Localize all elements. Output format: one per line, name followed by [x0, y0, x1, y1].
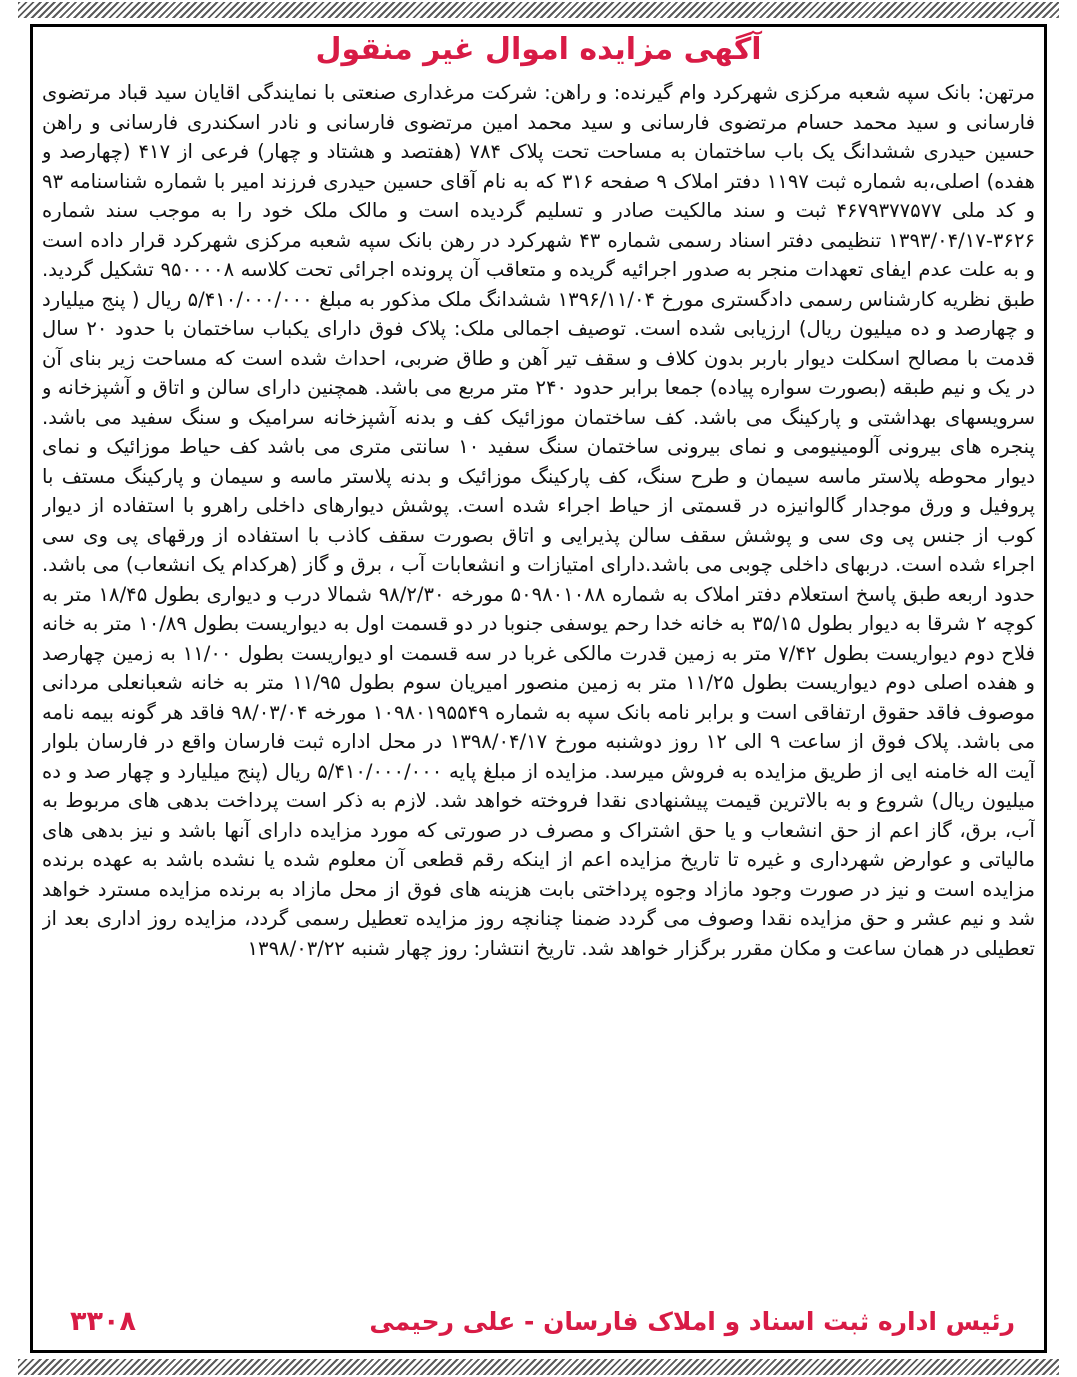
bottom-hatch-border — [18, 1359, 1059, 1375]
notice-footer — [42, 1300, 1035, 1344]
notice-paragraph-main: مرتهن: بانک سپه شعبه مرکزی شهرکرد وام گیرنده: و راهن: شرکت مرغداری صنعتی با نمایندگی اقایان سید قباد مرتضوی فارسانی و سید محمد حسام مرتضوی فارسانی و سید محمد امین مرتضوی فارسانی و نادر اسکندری فارسانی و راهن حسین حیدری ششدانگ یک باب ساختمان به مساحت تحت پلاک ۷۸۴ (هفتصد و هشتاد و چهار) فرعی از ۴۱۷ (چهارصد و هفده) اصلی،به شماره ثبت ۱۱۹۷ دفتر املاک ۹ صفحه ۳۱۶ که به نام آقای حسین حیدری فرزند امیر با شماره شناسنامه ۹۳ و کد ملی ۴۶۷۹۳۷۷۵۷۷ ثبت و سند مالکیت صادر و تسلیم گردیده است و مالک ملک خود را به موجب سند شماره ۳۶۲۶-۱۳۹۳/۰۴/۱۷ تنظیمی دفتر اسناد رسمی شماره ۴۳ شهرکرد در رهن بانک سپه شعبه مرکزی شهرکرد قرار داده است و به علت عدم ایفای تعهدات منجر به صدور اجرائیه گریده و متعاقب آن پرونده اجرائی تحت کلاسه ۹۵۰۰۰۰۸ تشکیل گردید. طبق نظریه کارشناس رسمی دادگستری مورخ ۱۳۹۶/۱۱/۰۴ ششدانگ ملک مذکور به مبلغ ۵/۴۱۰/۰۰۰/۰۰۰ ریال ( پنج میلیارد و چهارصد و ده میلیون ریال) ارزیابی شده است. توصیف اجمالی ملک: پلاک فوق دارای یکباب ساختمان با حدود ۲۰ سال قدمت با مصالح اسکلت دیوار باربر بدون کلاف و سقف تیر آهن و طاق ضربی، احداث شده است که مساحت زیر بنای آن در یک و نیم طبقه (بصورت سواره پیاده) جمعا برابر حدود ۲۴۰ متر مربع می باشد. همچنین دارای سالن و اتاق و آشپزخانه و سرویسهای بهداشتی و پارکینگ می باشد. کف ساختمان موزائیک کف و بدنه آشپزخانه سرامیک و سنگ سفید می باشد. پنجره های بیرونی آلومینیومی و نمای بیرونی ساختمان سنگ سفید ۱۰ سانتی متری می باشد کف حیاط موزائیک و نمای دیوار محوطه پلاستر ماسه سیمان و طرح سنگ، کف پارکینگ موزائیک و بدنه پلاستر ماسه و سیمان و پارکینگ مستف با پروفیل و ورق موجدار گالوانیزه در قسمتی از حیاط اجراء شده است. پوشش دیوارهای داخلی راهرو با استفاده از دیوار کوب از جنس پی وی سی و پوشش سقف سالن پذیرایی و اتاق بصورت سقف کاذب با استفاده از ورقهای پی وی سی اجراء شده است. دربهای داخلی چوبی می باشد.دارای امتیازات و انشعابات آب ، برق و گاز (هرکدام یک انشعاب) می باشد. حدود اربعه طبق پاسخ استعلام دفتر املاک به شماره ۵۰۹۸۰۱۰۸۸ مورخه ۹۸/۲/۳۰ شمالا درب و دیواری بطول ۱۸/۴۵ متر به کوچه ۲ شرقا به دیوار بطول ۳۵/۱۵ به خانه خدا رحم یوسفی جنوبا در دو قسمت اول به دیواریست بطول ۱۰/۸۹ متر به خانه فلاح دوم دیواریست بطول ۷/۴۲ متر به زمین قدرت مالکی غربا در سه قسمت او دیواریست بطول ۱۱/۰۰ به زمین چهارصد و هفده اصلی دوم دیواریست بطول ۱۱/۲۵ متر به زمین منصور امیریان سوم بطول ۱۱/۹۵ متر به خانه شعبانعلی مردانی موصوف فاقد حقوق ارتفاقی است و برابر نامه بانک سپه به شماره ۱۰۹۸۰۱۹۵۵۴۹ مورخه ۹۸/۰۳/۰۴ فاقد هر گونه بیمه نامه می باشد. پلاک فوق از ساعت ۹ الی ۱۲ روز دوشنبه مورخ ۱۳۹۸/۰۴/۱۷ در محل اداره ثبت فارسان واقع در فارسان بلوار آیت اله خامنه ایی از طریق مزایده به فروش میرسد. مزایده از مبلغ پایه ۵/۴۱۰/۰۰۰/۰۰۰ ریال (پنج میلیارد و چهار صد و ده میلیون ریال) شروع و به بالاترین قیمت پیشنهادی نقدا فروخته خواهد شد. لازم به ذکر است پرداخت بدهی های مربوط به آب، برق، گاز اعم از حق انشعاب و یا حق اشتراک و مصرف در صورتی که مورد مزایده دارای آنها باشد و نیز بدهی های مالیاتی و عوارض شهرداری و غیره تا تاریخ مزایده اعم از اینکه رقم قطعی آن معلوم شده یا نشده باشد به عهده برنده مزایده است و نیز در صورت وجود مازاد وجوه پرداختی بابت هزینه های فوق از محل مازاد به برنده مزایده مسترد خواهد شد و نیم عشر و حق مزایده نقدا وصوف می گردد ضمنا چنانچه روز مزایده تعطیل رسمی گردد، مزایده روز اداری بعد از تعطیلی در همان ساعت و مکان مقرر برگزار خواهد شد. — [42, 81, 1035, 960]
signature: رئیس اداره ثبت اسناد و املاک فارسان - علی رحیمی — [369, 1307, 1015, 1336]
publish-date: تاریخ انتشار: روز چهار شنبه ۱۳۹۸/۰۳/۲۲ — [247, 936, 576, 960]
top-hatch-border — [18, 2, 1059, 18]
notice-body — [42, 78, 1035, 1263]
notice-code: ۳۳۰۸ — [70, 1306, 136, 1337]
notice-title: آگهی مزایده اموال غیر منقول — [315, 32, 762, 67]
